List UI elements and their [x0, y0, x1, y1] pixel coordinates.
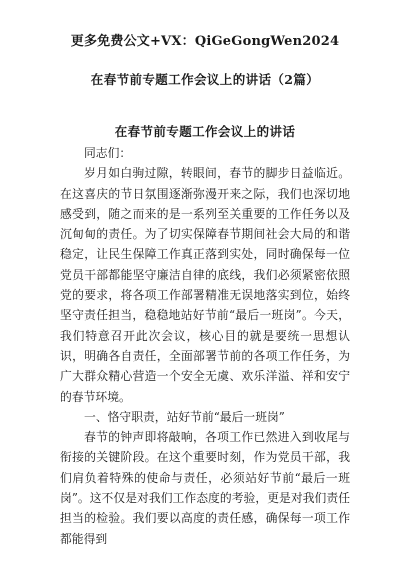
- speech-title: 在春节前专题工作会议上的讲话: [114, 124, 296, 139]
- body-paragraph: 岁月如白驹过隙，转眼间，春节的脚步日益临近。在这喜庆的节日氛围逐渐弥漫开来之际，我们也深切地感受到，随之而来的是一系列至关重要的工作任务以及沉甸甸的责任。为了切实保障春节期间社会大局的和谐稳定，让民生保障工作真正落到实处，同时确保每一位党员干部都能坚守廉洁自律的底线，我们必须紧密依照党的要求，将各项工作部署精准无误地落实到位，始终坚守责任担当，稳稳地站好节前“最后一班岗”。今天，我们特意召开此次会议，核心目的就是要统一思想认识，明确各自责任，全面部署节前的各项工作任务，为广大群众精心营造一个安全无虞、欢乐洋溢、祥和安宁的春节环境。: [60, 166, 350, 404]
- section-heading: 一、恪守职责，站好节前“最后一班岗”: [84, 409, 285, 424]
- speech-body: [60, 143, 350, 549]
- salutation: 同志们：: [84, 146, 132, 160]
- section-paragraph: 春节的钟声即将敲响，各项工作已然进入到收尾与衔接的关键阶段。在这个重要时刻，作为党员干部，我们肩负着特殊的使命与责任，必须站好节前“最后一班岗”。这不仅是对我们工作态度的考验，更是对我们责任担当的检验。我们要以高度的责任感，确保每一项工作都能得到: [60, 430, 350, 546]
- watermark-text: 更多免费公文+VX：QiGeGongWen2024: [70, 34, 340, 49]
- document-title: 在春节前专题工作会议上的讲话（2篇）: [90, 72, 320, 87]
